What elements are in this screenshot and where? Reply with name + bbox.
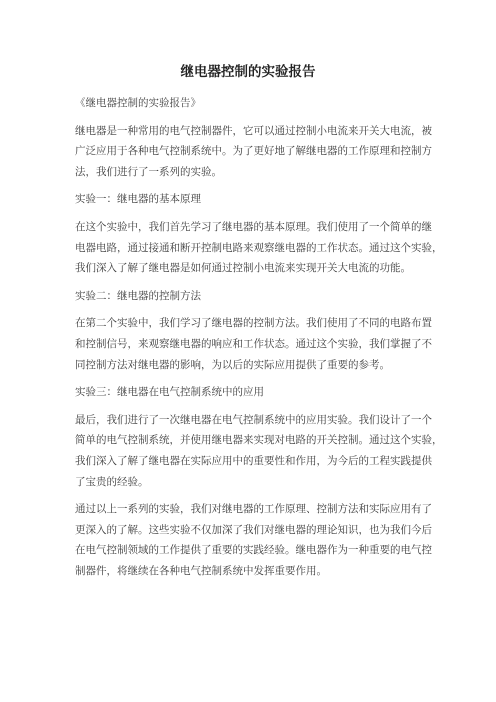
section-heading-3: 实验三：继电器在电气控制系统中的应用: [75, 386, 264, 399]
section-paragraph-3: [75, 410, 443, 492]
paragraph-line: 简单的电气控制系统，并使用继电器来实现对电路的开关控制。通过这个实验，: [75, 434, 443, 447]
section-paragraph-1: [75, 217, 443, 279]
section-paragraph-2: [75, 313, 435, 375]
section-heading-2: 实验二：继电器的控制方法: [75, 289, 201, 302]
paragraph-line: 我们深入了解了继电器在实际应用中的重要性和作用，为今后的工程实践提供: [75, 454, 432, 467]
paragraph-line: 广泛应用于各种电气控制系统中。为了更好地了解继电器的工作原理和控制方: [75, 145, 432, 158]
paragraph-line: 我们深入了解了继电器是如何通过控制小电流来实现开关大电流的功能。: [75, 262, 411, 275]
paragraph-line: 了宝贵的经验。: [75, 475, 149, 488]
paragraph-line: 同控制方法对继电器的影响，为以后的实际应用提供了重要的参考。: [75, 358, 390, 371]
paragraph-line: 制器件，将继续在各种电气控制系统中发挥重要作用。: [75, 564, 327, 577]
document-title: 继电器控制的实验报告: [180, 64, 316, 80]
paragraph-line: 在第二个实验中，我们学习了继电器的控制方法。我们使用了不同的电路布置: [75, 317, 432, 330]
document-subtitle: 《继电器控制的实验报告》: [75, 97, 201, 109]
document-body: [75, 93, 443, 588]
paragraph-line: 和控制信号，来观察继电器的响应和工作状态。通过这个实验，我们掌握了不: [75, 337, 432, 350]
conclusion-paragraph: [75, 499, 435, 581]
paragraph-line: 在电气控制领域的工作提供了重要的实践经验。继电器作为一种重要的电气控: [75, 544, 432, 557]
paragraph-line: 电器电路，通过接通和断开控制电路来观察继电器的工作状态。通过这个实验，: [75, 241, 443, 254]
paragraph-line: 最后，我们进行了一次继电器在电气控制系统中的应用实验。我们设计了一个: [75, 413, 432, 426]
paragraph-line: 通过以上一系列的实验，我们对继电器的工作原理、控制方法和实际应用有了: [75, 503, 432, 516]
section-heading-1: 实验一：继电器的基本原理: [75, 193, 201, 206]
paragraph-line: 在这个实验中，我们首先学习了继电器的基本原理。我们使用了一个简单的继: [75, 220, 432, 233]
paragraph-line: 法，我们进行了一系列的实验。: [75, 165, 222, 178]
intro-paragraph: [75, 121, 435, 183]
paragraph-line: 更深入的了解。这些实验不仅加深了我们对继电器的理论知识，也为我们今后: [75, 523, 432, 536]
paragraph-line: 继电器是一种常用的电气控制器件，它可以通过控制小电流来开关大电流，被: [75, 124, 432, 137]
